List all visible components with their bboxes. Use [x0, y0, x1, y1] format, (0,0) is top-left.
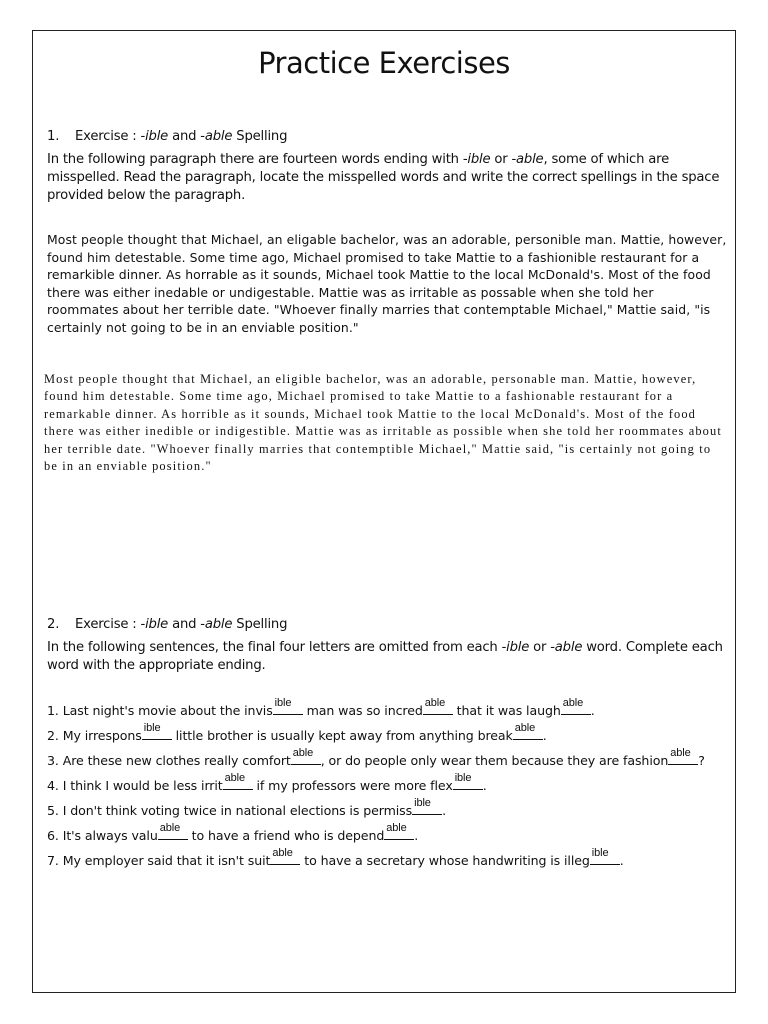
sentence-item — [47, 747, 727, 775]
answer-blank[interactable] — [270, 847, 300, 865]
filled-suffix: able — [292, 747, 314, 759]
answer-blank[interactable] — [223, 772, 253, 790]
sentence-text: to have a secretary whose handwriting is illeg — [300, 853, 590, 868]
sentence-text: man was so incred — [302, 703, 423, 718]
sentence-text: 6. It's always valu — [47, 828, 158, 843]
filled-suffix: able — [514, 722, 536, 734]
sentence-text: . — [590, 703, 595, 718]
filled-suffix: ible — [414, 797, 431, 809]
answer-blank[interactable] — [273, 697, 303, 715]
answer-blank[interactable] — [412, 797, 442, 815]
sentence-text: 1. Last night's movie about the invis — [47, 703, 273, 718]
sentence-text: 5. I don't think voting twice in national elections is permiss — [47, 803, 413, 818]
page-title: Practice Exercises — [258, 46, 510, 80]
filled-suffix: ible — [143, 722, 161, 734]
exercise-2-heading: 2. Exercise : -ible and -able Spelling — [47, 617, 288, 632]
answer-blank[interactable] — [142, 722, 172, 740]
answer-blank[interactable] — [423, 697, 453, 715]
filled-suffix: able — [272, 847, 293, 859]
sentence-item — [47, 822, 727, 850]
filled-suffix: ible — [274, 697, 292, 709]
sentence-text: 2. My irrespons — [47, 728, 142, 743]
sentence-text: . — [442, 803, 446, 818]
sentence-text: 3. Are these new clothes really comfort — [47, 753, 291, 768]
answer-blank[interactable] — [513, 722, 543, 740]
sentence-text: that it was laugh — [452, 703, 561, 718]
answer-blank[interactable] — [384, 822, 414, 840]
sentence-item — [47, 847, 727, 875]
exercise-1-heading: 1. Exercise : -ible and -able Spelling — [47, 129, 288, 144]
exercise-1-instruction: In the following paragraph there are fourteen words ending with -ible or -able, some of which are misspelled. Read the paragraph, locate the misspelled words and write the correct spellings in the space provided below the paragraph. — [47, 152, 720, 203]
exercise-1-number: 1. — [47, 129, 60, 144]
sentence-text: . — [619, 853, 624, 868]
filled-suffix: able — [670, 747, 691, 759]
exercise-1-paragraph: Most people thought that Michael, an eligable bachelor, was an adorable, personible man. Mattie, however, found him detestable. Some time ago, Michael promised to take Mattie to a fashionible restaurant for a remarkible dinner. As horrable as it sounds, Michael took Mattie to the local McDonald's. Most of the food there was either inedable or undigestable. Mattie was as irritable as possable when she told her roommates about her terrible date. "Whoever finally marries that contemptable Michael," Mattie said, "is certainly not going to be in an enviable position." — [47, 232, 727, 335]
answer-blank[interactable] — [291, 747, 321, 765]
sentence-text: , or do people only wear them because they are fashion — [320, 753, 669, 768]
answer-blank[interactable] — [561, 697, 591, 715]
answer-blank[interactable] — [453, 772, 483, 790]
exercise-2-number: 2. — [47, 617, 60, 632]
sentence-text: . — [542, 728, 547, 743]
filled-suffix: able — [159, 822, 181, 834]
sentence-text: ? — [698, 753, 705, 768]
exercise-2-sentence-list — [47, 697, 727, 875]
answer-blank[interactable] — [158, 822, 188, 840]
sentence-text: little brother is usually kept away from anything break — [171, 728, 513, 743]
answer-blank[interactable] — [590, 847, 620, 865]
filled-suffix: able — [224, 772, 246, 784]
filled-suffix: able — [424, 697, 446, 709]
sentence-text: . — [482, 778, 487, 793]
sentence-text: to have a friend who is depend — [187, 828, 385, 843]
filled-suffix: able — [562, 697, 584, 709]
filled-suffix: ible — [591, 847, 609, 859]
sentence-text: 4. I think I would be less irrit — [47, 778, 223, 793]
sentence-text: . — [414, 828, 419, 843]
exercise-1-answer-paragraph: Most people thought that Michael, an eligible bachelor, was an adorable, personable man. Mattie, however, found him detestable. Some time ago, Michael promised to take Mattie to a fashionable restaurant for a remarkable dinner. As horrible as it sounds, Michael took Mattie to the local McDonald's. Most of the food there was either inedible or indigestible. Mattie was as irritable as possible when she told her roommates about her terrible date. "Whoever finally marries that contemptible Michael," Mattie said, "is certainly not going to be in an enviable position." — [44, 372, 722, 474]
sentence-item — [47, 772, 727, 800]
sentence-item — [47, 722, 727, 750]
exercise-2-instruction: In the following sentences, the final four letters are omitted from each -ible or -able word. Complete each word with the appropriate ending. — [47, 640, 723, 673]
sentence-text: 7. My employer said that it isn't suit — [47, 853, 271, 868]
answer-blank[interactable] — [668, 747, 698, 765]
filled-suffix: able — [386, 822, 407, 834]
filled-suffix: ible — [454, 772, 472, 784]
sentence-text: if my professors were more flex — [252, 778, 453, 793]
